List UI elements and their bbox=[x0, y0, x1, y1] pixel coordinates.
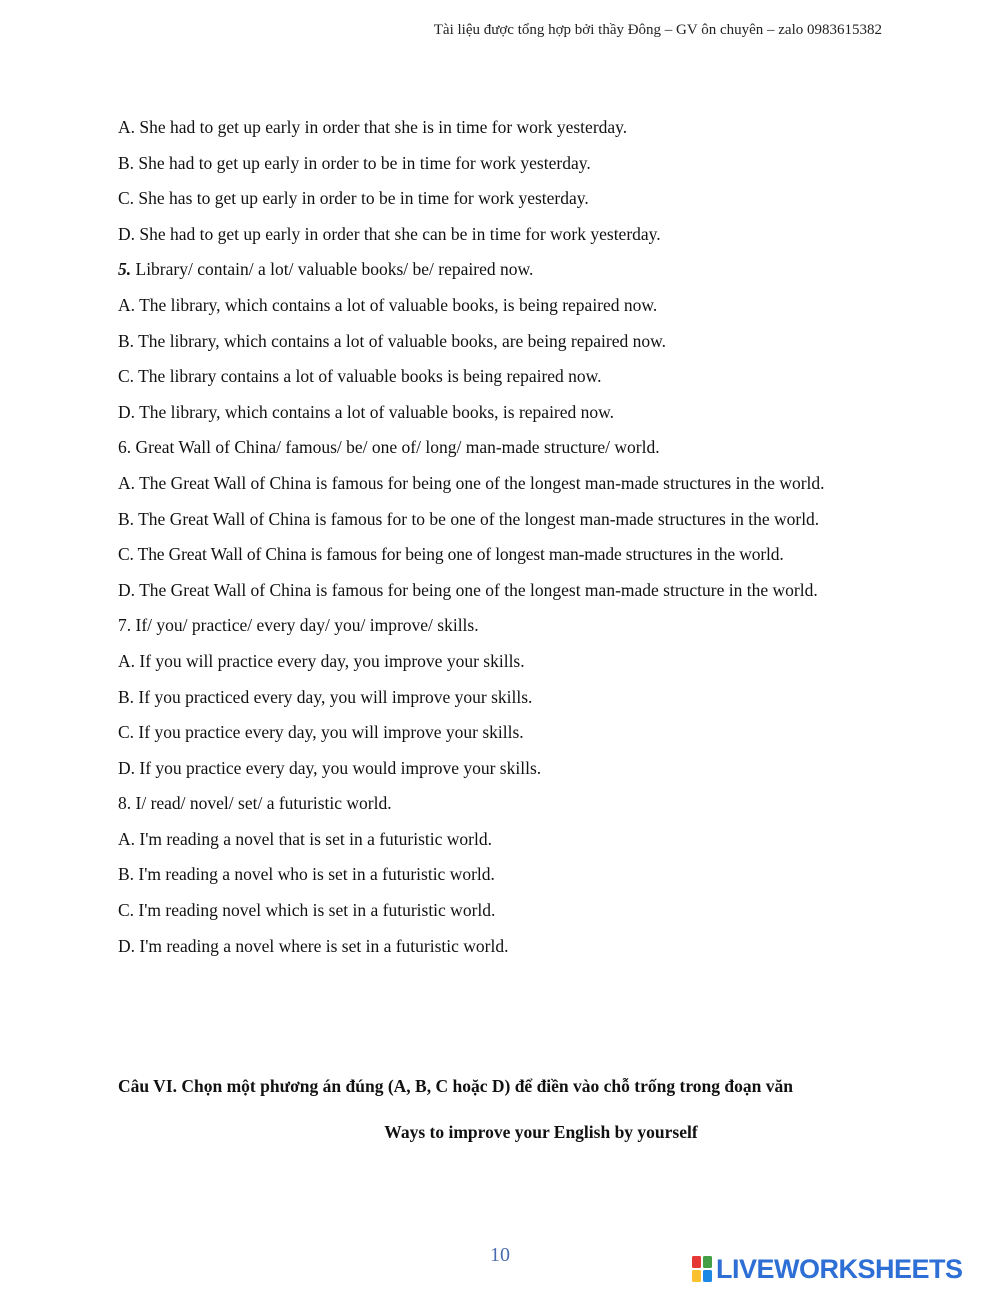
option-line: A. She had to get up early in order that she is in time for work yesterday. bbox=[118, 117, 628, 137]
section-heading: Câu VI. Chọn một phương án đúng (A, B, C hoặc D) để điền vào chỗ trống trong đoạn văn bbox=[118, 1076, 793, 1096]
question-text: Library/ contain/ a lot/ valuable books/ be/ repaired now. bbox=[131, 259, 534, 280]
option-line: C. The library contains a lot of valuable books is being repaired now. bbox=[118, 366, 602, 387]
option-line: C. If you practice every day, you will improve your skills. bbox=[118, 722, 524, 743]
exercise-content bbox=[118, 116, 886, 970]
liveworksheets-wordmark: LIVEWORKSHEETS bbox=[716, 1253, 963, 1284]
option-line: B. If you practiced every day, you will improve your skills. bbox=[118, 686, 533, 707]
option-line: A. The library, which contains a lot of valuable books, is being repaired now. bbox=[118, 294, 658, 315]
option-line: C. I'm reading novel which is set in a futuristic world. bbox=[118, 900, 496, 921]
option-line: B. The Great Wall of China is famous for to be one of the longest man-made structures in the world. bbox=[118, 508, 820, 529]
option-line: A. The Great Wall of China is famous for being one of the longest man-made structures in the world. bbox=[118, 472, 825, 493]
liveworksheets-badge-icon bbox=[692, 1256, 712, 1282]
liveworksheets-logo[interactable] bbox=[692, 1252, 963, 1286]
option-line: B. The library, which contains a lot of valuable books, are being repaired now. bbox=[118, 330, 667, 351]
option-line: D. The Great Wall of China is famous for being one of the longest man-made structure in the world. bbox=[118, 579, 818, 600]
question-prompt bbox=[118, 258, 886, 280]
option-line: A. If you will practice every day, you improve your skills. bbox=[118, 650, 525, 671]
question-prompt: 7. If/ you/ practice/ every day/ you/ improve/ skills. bbox=[118, 615, 479, 636]
option-line: D. The library, which contains a lot of valuable books, is repaired now. bbox=[118, 401, 615, 422]
option-line: A. I'm reading a novel that is set in a futuristic world. bbox=[118, 828, 492, 849]
question-prompt: 6. Great Wall of China/ famous/ be/ one of/ long/ man-made structure/ world. bbox=[118, 437, 660, 458]
option-line: C. The Great Wall of China is famous for being one of longest man-made structures in the world. bbox=[118, 544, 784, 565]
passage-title: Ways to improve your English by yourself bbox=[384, 1122, 698, 1142]
question-prompt: 8. I/ read/ novel/ set/ a futuristic world. bbox=[118, 793, 392, 814]
page-header: Tài liệu được tổng hợp bởi thầy Đông – GV ôn chuyên – zalo 0983615382 bbox=[433, 22, 882, 38]
option-line: C. She has to get up early in order to be in time for work yesterday. bbox=[118, 188, 589, 209]
option-line: D. If you practice every day, you would improve your skills. bbox=[118, 757, 542, 778]
option-line: B. I'm reading a novel who is set in a futuristic world. bbox=[118, 864, 495, 885]
page-number: 10 bbox=[490, 1244, 510, 1266]
option-line: D. She had to get up early in order that she can be in time for work yesterday. bbox=[118, 223, 661, 244]
question-number: 5. bbox=[118, 259, 132, 280]
option-line: D. I'm reading a novel where is set in a futuristic world. bbox=[118, 935, 509, 956]
option-line: B. She had to get up early in order to be in time for work yesterday. bbox=[118, 152, 591, 173]
